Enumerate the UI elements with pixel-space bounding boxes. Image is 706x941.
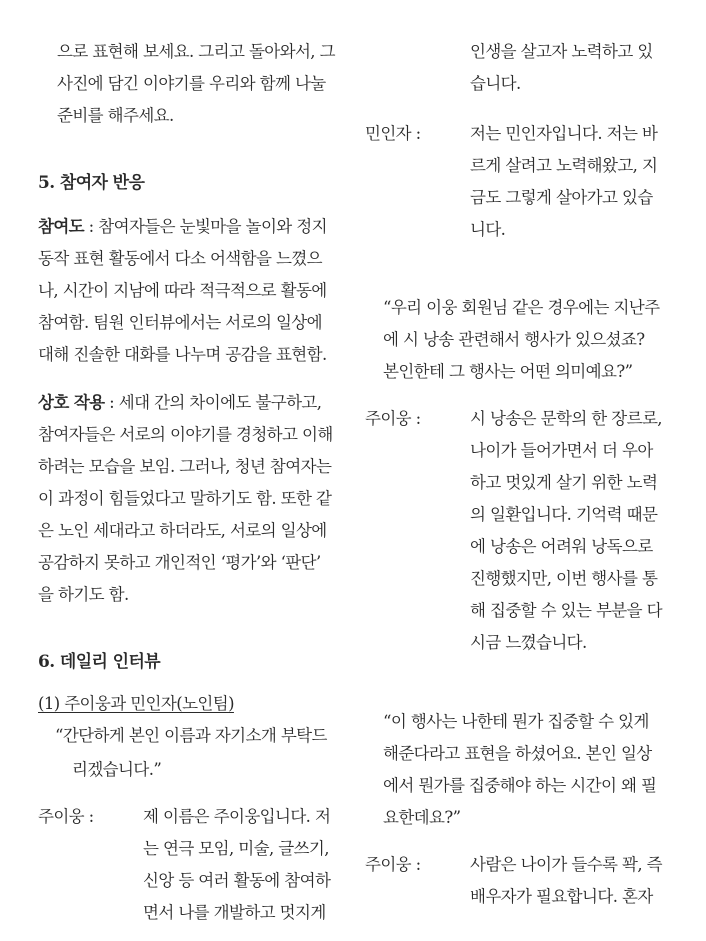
question-line: 본인한테 그 행사는 어떤 의미예요?” — [383, 362, 633, 381]
interaction-line: 은 노인 세대라고 하더라도, 서로의 일상에 — [38, 521, 327, 540]
interaction-line: 공감하지 못하고 개인적인 ‘평가’와 ‘판단’ — [38, 553, 321, 572]
speaker-label: 주이웅 : — [365, 855, 421, 874]
answer-line: 습니다. — [470, 74, 521, 93]
question-line: 에 시 낭송 관련해서 행사가 있으셨죠? — [383, 330, 645, 349]
subsection-heading: (1) 주이웅과 민인자(노인팀) — [38, 694, 234, 713]
answer-line: 나이가 들어가면서 더 우아 — [470, 441, 653, 460]
answer-line: 금도 그렇게 살아가고 있습 — [470, 188, 653, 207]
answer-line: 는 연극 모임, 미술, 글쓰기, — [143, 839, 329, 858]
intro-line: 사진에 담긴 이야기를 우리와 함께 나눌 — [57, 74, 326, 93]
interaction-line: 을 하기도 함. — [38, 585, 129, 604]
participation-line: 참여함. 팀원 인터뷰에서는 서로의 일상에 — [38, 313, 322, 332]
participation-line: 동작 표현 활동에서 다소 어색함을 느꼈으 — [38, 249, 322, 268]
speaker-label: 민인자 : — [365, 124, 421, 143]
answer-line: 배우자가 필요합니다. 혼자 — [470, 887, 653, 906]
question-line: 해준다라고 표현을 하셨어요. 본인 일상 — [383, 744, 652, 763]
interaction-label: 상호 작용 — [38, 393, 105, 412]
answer-line: 르게 살려고 노력해왔고, 지 — [470, 156, 658, 175]
answer-line: 진행했지만, 이번 행사를 통 — [470, 569, 658, 588]
intro-line: 준비를 해주세요. — [57, 106, 174, 125]
answer-line: 신앙 등 여러 활동에 참여하 — [143, 871, 331, 890]
participation-line — [38, 213, 327, 237]
answer-line: 시 낭송은 문학의 한 장르로, — [470, 409, 662, 428]
answer-line: 인생을 살고자 노력하고 있 — [470, 42, 653, 61]
section-5-heading: 5. 참여자 반응 — [38, 173, 145, 193]
participation-text: : 참여자들은 눈빛마을 놀이와 정지 — [84, 217, 327, 236]
question-line: 에서 뭔가를 집중해야 하는 시간이 왜 필 — [383, 776, 657, 795]
question-line: “우리 이웅 회원님 같은 경우에는 지난주 — [383, 298, 660, 317]
answer-line: 면서 나를 개발하고 멋지게 — [143, 903, 326, 922]
answer-line: 시금 느꼈습니다. — [470, 633, 587, 652]
participation-label: 참여도 — [38, 217, 85, 236]
question-line: 요한데요?” — [383, 808, 461, 827]
interaction-line: 참여자들은 서로의 이야기를 경청하고 이해 — [38, 425, 333, 444]
intro-line: 으로 표현해 보세요. 그리고 돌아와서, 그 — [57, 42, 335, 61]
answer-line: 에 낭송은 어려워 낭독으로 — [470, 537, 653, 556]
answer-line: 하고 멋있게 살기 위한 노력 — [470, 473, 658, 492]
interaction-line: 하려는 모습을 보임. 그러나, 청년 참여자는 — [38, 457, 332, 476]
speaker-label: 주이웅 : — [365, 409, 421, 428]
answer-line: 해 집중할 수 있는 부분을 다 — [470, 601, 662, 620]
participation-line: 나, 시간이 지남에 따라 적극적으로 활동에 — [38, 281, 327, 300]
answer-line: 니다. — [470, 220, 506, 239]
question-line: “이 행사는 나한테 뭔가 집중할 수 있게 — [383, 712, 649, 731]
answer-line: 저는 민인자입니다. 저는 바 — [470, 124, 658, 143]
answer-line: 의 일환입니다. 기억력 때문 — [470, 505, 658, 524]
answer-line: 제 이름은 주이웅입니다. 저 — [143, 807, 331, 826]
section-6-heading: 6. 데일리 인터뷰 — [38, 652, 161, 672]
speaker-label: 주이웅 : — [38, 807, 94, 826]
answer-line: 사람은 나이가 들수록 꽉, 즉 — [470, 855, 662, 874]
participation-line: 대해 진솔한 대화를 나누며 공감을 표현함. — [38, 345, 327, 364]
interaction-text: : 세대 간의 차이에도 불구하고, — [104, 393, 322, 412]
interaction-line: 이 과정이 힘들었다고 말하기도 함. 또한 같 — [38, 489, 332, 508]
question-line: “간단하게 본인 이름과 자기소개 부탁드 — [55, 726, 327, 745]
question-line: 리겠습니다.” — [72, 760, 162, 779]
interaction-line — [38, 389, 321, 413]
